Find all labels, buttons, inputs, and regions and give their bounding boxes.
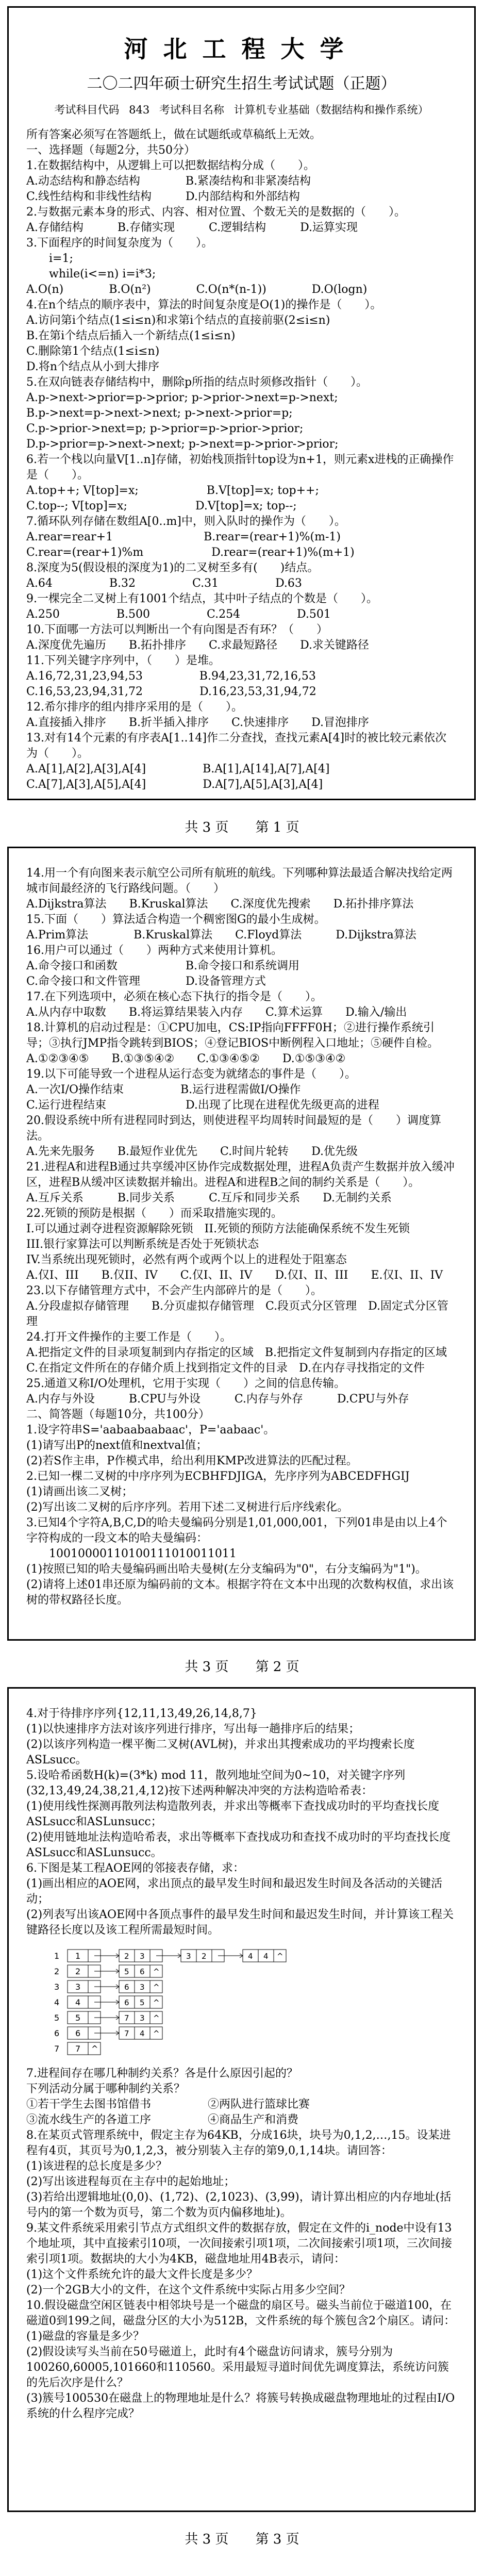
exam-text-line: A.把指定文件的目录项复制到内存指定的区域 B.把指定文件复制到内存指定的区域: [26, 1346, 447, 1359]
exam-text-line: (2)假设读写头当前在50号磁道上，此时有4个磁盘访问请求，簇号分别为100260,60005,101660和110560。采用最短寻道时间优先调度算法，系统访问簇的先后次序是什么？: [26, 2346, 449, 2389]
aoe-vertex-label: 2: [75, 1967, 81, 1976]
exam-text-line: 15.下面（ ）算法适合构造一个稠密图G的最小生成树。: [26, 913, 326, 926]
aoe-edge-target: 5: [124, 1967, 129, 1976]
exam-text-line: (1)这个文件系统允许的最大文件长度是多少？: [26, 2268, 258, 2281]
exam-text-line: 12.希尔排序的组内排序采用的是（ ）。: [26, 701, 243, 714]
exam-text-line: (1)磁盘的容量是多少？: [26, 2330, 145, 2343]
svg-text:^: ^: [153, 1998, 160, 2007]
exam-text-line: (2)列表写出该AOE网中各顶点事件的最早发生时间和最迟发生时间，并计算该工程关键路径长度以及该工程所需最短时间。: [26, 1908, 454, 1937]
aoe-edge-weight: 5: [140, 1998, 145, 2007]
exam-text-line: A.rear=rear+1 B.rear=(rear+1)%(m-1): [26, 531, 341, 543]
exam-text-line: 14.用一个有向图来表示航空公司所有航班的航线。下列哪种算法最适合解决找给定两城市间最经济的飞行路线问题。（ ）: [26, 867, 453, 895]
exam-text-line: 20.假设系统中所有进程同时到达，则使进程平均周转时间最短的是（ ）调度算法。: [26, 1114, 441, 1143]
svg-text:^: ^: [153, 1967, 160, 1976]
aoe-edge-target: 3: [186, 1952, 191, 1961]
exam-text-line: (2)一个2GB大小的文件，在这个文件系统中实际占用多少空间？: [26, 2284, 351, 2297]
aoe-edge-target: 6: [124, 1983, 129, 1992]
exam-text-line: 11.下列关键字序列中，（ ）是堆。: [26, 654, 220, 667]
exam-text-line: A.250 B.500 C.254 D.501: [26, 608, 331, 621]
aoe-edge-weight: 4: [263, 1952, 269, 1961]
exam-text-line: 25.通道又称I/O处理机，它用于实现（ ）之间的信息传输。: [26, 1377, 346, 1390]
exam-text-line: C.top--; V[top]=x; D.V[top]=x; top--;: [26, 500, 297, 513]
aoe-edge-node: [243, 1950, 286, 1962]
aoe-edge-target: 2: [124, 1952, 129, 1961]
exam-text-line: (2)请将上述01串还原为编码前的文本。根据字符在文本中出现的次数构权值，求出该树的带权路径长度。: [26, 1578, 454, 1607]
exam-text-line: 10010000110100111010011011: [26, 1547, 237, 1560]
exam-title: 二〇二四年硕士研究生招生考试试题（正题）: [87, 75, 396, 93]
exam-text-line: 13.对有14个元素的有序表A[1..14]作二分查找，查找元素A[4]时的被比较元素依次为（ ）。: [26, 732, 447, 760]
exam-text-line: 6.下图是某工程AOE网的邻接表存储，求：: [26, 1862, 244, 1875]
exam-text-line: 一、选择题（每题2分，共50分）: [26, 144, 195, 157]
exam-text-line: 8.在某页式管理系统中，假定主存为64KB，分成16块，块号为0,1,2,…,15。设某进程有4页，其页号为0,1,2,3，被分别装入主存的第9,0,1,14块。请回答：: [26, 2129, 451, 2157]
aoe-vertex-index: 4: [54, 1997, 60, 2007]
aoe-vertex-index: 7: [54, 2044, 60, 2054]
aoe-edge-target: 4: [248, 1952, 253, 1961]
aoe-edge-node: [119, 2011, 162, 2024]
exam-text-line: 7.循环队列存储在数组A[0..m]中，则入队时的操作为（ ）。: [26, 515, 346, 528]
exam-text-line: 18.计算机的启动过程是：①CPU加电，CS:IP指向FFFF0H；②进行操作系统引导；③执行JMP指令跳转到BIOS；④登记BIOS中断例程入口地址；⑤硬件自检。: [26, 1021, 439, 1050]
exam-text-line: (1)画出相应的AOE网，求出顶点的最早发生时间和最迟发生时间及各活动的关键活动；: [26, 1877, 443, 1906]
exam-text-line: ①若干学生去图书馆借书 ②两队进行篮球比赛: [26, 2098, 310, 2111]
aoe-edge-weight: 3: [140, 2013, 145, 2023]
exam-text-line: B.p->next=p->next->next; p->next->prior=p;: [26, 407, 293, 420]
svg-text:^: ^: [153, 2013, 160, 2023]
exam-text-line: 7.进程间存在哪几种制约关系？各是什么原因引起的？: [26, 2067, 298, 2080]
exam-meta: [26, 102, 457, 117]
aoe-vertex-index: 1: [54, 1951, 60, 1961]
aoe-edge-weight: 6: [140, 1967, 145, 1976]
aoe-edge-weight: 3: [140, 1952, 145, 1961]
exam-text-line: (1)请写出P的next值和nextval值；: [26, 1439, 208, 1452]
exam-text-line: 17.在下列选项中，必须在核心态下执行的指令是（ ）。: [26, 990, 322, 1003]
page-footer-3: 共 3 页 第 3 页: [185, 2532, 299, 2547]
exam-page-1: [7, 6, 476, 800]
exam-text-line: (2)写出该二叉树的后序序列。若用下述二叉树进行后序线索化。: [26, 1501, 349, 1514]
exam-text-line: A.A[1],A[2],A[3],A[4] B.A[1],A[14],A[7],A[4]: [26, 763, 330, 775]
exam-text-line: (2)以该序列构造一棵平衡二叉树(AVL树)，并求出其搜索成功的平均搜索长度ASLsucc。: [26, 1738, 415, 1766]
aoe-vertex-row: [54, 1965, 162, 1977]
aoe-edge-node: [119, 1950, 162, 1962]
page-3-body-top: [26, 1706, 457, 1938]
aoe-vertex-row: [54, 1996, 162, 2008]
exam-text-line: I.可以通过剥夺进程资源解除死锁 II.死锁的预防方法能确保系统不发生死锁: [26, 1223, 410, 1235]
exam-text-line: 23.以下存储管理方式中，不会产生内部碎片的是（ ）。: [26, 1284, 322, 1297]
page-1-body: [26, 127, 457, 792]
aoe-edge-node: [181, 1950, 224, 1962]
exam-text-line: 5.设哈希函数H(k)=(3*k) mod 11，散列地址空间为0~10，对关键字序列(32,13,49,24,38,21,4,12)按下述两种解决冲突的方法构造哈希表：: [26, 1769, 406, 1797]
exam-text-line: 24.打开文件操作的主要工作是（ ）。: [26, 1331, 231, 1344]
exam-text-line: C.p->prior->next=p; p->prior=p->prior->prior;: [26, 422, 304, 435]
svg-text:^: ^: [153, 1983, 160, 1992]
exam-text-line: A.一次I/O操作结束 B.运行进程需做I/O操作: [26, 1083, 301, 1096]
exam-text-line: while(i<=n) i=i*3;: [26, 268, 156, 280]
aoe-edge-weight: 2: [202, 1952, 207, 1961]
exam-text-line: 22.死锁的预防是根据（ ）而采取措施实现的。: [26, 1207, 282, 1220]
exam-text-line: III.银行家算法可以判断系统是否处于死锁状态: [26, 1238, 259, 1251]
exam-text-line: 4.对于待排序序列{12,11,13,49,26,14,8,7}: [26, 1707, 257, 1720]
exam-text-line: (1)该进程的总长度是多少？: [26, 2160, 168, 2173]
exam-text-line: B.在第i个结点后插入一个新结点(1≤i≤n): [26, 329, 236, 342]
exam-text-line: (3)簇号100530在磁盘上的物理地址是什么？将簇号转换成磁盘物理地址的过程由I/O系统的什么程序完成？: [26, 2392, 455, 2420]
exam-text-line: (1)按照已知的哈夫曼编码画出哈夫曼树(左分支编码为"0"，右分支编码为"1")。: [26, 1563, 427, 1576]
aoe-vertex-index: 6: [54, 2028, 60, 2038]
svg-text:^: ^: [153, 2029, 160, 2038]
page-footer-2: 共 3 页 第 2 页: [185, 1659, 299, 1675]
exam-text-line: 5.在双向链表存储结构中，删除p所指的结点时须修改指针（ ）。: [26, 376, 368, 389]
aoe-vertex-label: 6: [75, 2028, 81, 2038]
aoe-edge-weight: 4: [140, 2029, 145, 2038]
exam-text-line: 8.深度为5(假设根的深度为1)的二叉树至多有( )结点。: [26, 562, 319, 574]
exam-text-line: A.仅I、III B.仅II、IV C.仅I、II、IV D.仅I、II、III E.仅I、II、IV: [26, 1269, 443, 1282]
exam-text-line: A.访问第i个结点(1≤i≤n)和求第i个结点的直接前驱(2≤i≤n): [26, 314, 330, 327]
exam-text-line: C.命令接口和文件管理 D.设备管理方式: [26, 975, 266, 988]
exam-text-line: 1.设字符串S='aabaabaabaac'，P='aabaac'。: [26, 1424, 275, 1436]
exam-text-line: C.运行进程结束 D.出现了比现在进程优先级更高的进程: [26, 1099, 379, 1112]
exam-text-line: (2)若S作主串，P作模式串，给出利用KMP改进算法的匹配过程。: [26, 1455, 358, 1467]
exam-text-line: A.内存与外设 B.CPU与外设 C.内存与外存 D.CPU与外存: [26, 1393, 409, 1406]
exam-text-line: A.O(n) B.O(n²) C.O(n*(n-1)) D.O(logn): [26, 283, 368, 296]
exam-text-line: 19.以下可能导致一个进程从运行态变为就绪态的事件是（ ）。: [26, 1068, 356, 1081]
aoe-vertex-row: [54, 1980, 162, 1993]
exam-text-line: A.p->next->prior=p->prior; p->prior->next=p->next;: [26, 391, 338, 404]
aoe-vertex-label: 3: [75, 1982, 81, 1992]
svg-text:^: ^: [91, 2044, 98, 2054]
exam-text-line: D.将n个结点从小到大排序: [26, 360, 160, 373]
aoe-vertex-row: [54, 2042, 101, 2055]
exam-text-line: C.rear=(rear+1)%m D.rear=(rear+1)%(m+1): [26, 546, 355, 559]
exam-text-line: A.分段虚拟存储管理 B.分页虚拟存储管理 C.段页式分区管理 D.固定式分区管理: [26, 1300, 448, 1328]
aoe-vertex-label: 1: [75, 1951, 81, 1961]
exam-text-line: A.Dijkstra算法 B.Kruskal算法 C.深度优先搜索 D.拓扑排序算法: [26, 898, 414, 911]
exam-text-line: (1)使用线性探测再散列法构造散列表，并求出等概率下查找成功时的平均查找长度ASLsucc和ASLunsucc；: [26, 1800, 440, 1828]
page-footer-1: 共 3 页 第 1 页: [185, 820, 299, 835]
aoe-edge-target: 7: [124, 2013, 129, 2023]
subject-name: 计算机专业基础（数据结构和操作系统）: [233, 104, 429, 116]
exam-text-line: C.16,53,23,94,31,72 D.16,23,53,31,94,72: [26, 685, 316, 698]
aoe-edge-target: 6: [124, 1998, 129, 2007]
exam-text-line: 9.某文件系统采用索引节点方式组织文件的数据存放，假定在文件的i_node中设有13个地址项，其中直接索引10项，一次间接索引项1项，二次间接索引项1项，三次间接索引项1项。数据块的大小为4KB，磁盘地址用4B表示，请问：: [26, 2222, 452, 2266]
aoe-edge-weight: 3: [140, 1983, 145, 1992]
exam-text-line: A.动态结构和静态结构 B.紧凑结构和非紧凑结构: [26, 175, 311, 188]
exam-text-line: (3)若给出逻辑地址(0,0)、(1,72)、(2,1023)、(3,99)，请计算出相应的内存地址(括号内的第一个数为页号，第二个数为页内偏移地址)。: [26, 2191, 452, 2219]
svg-text:^: ^: [277, 1952, 283, 1961]
aoe-edge-node: [119, 1965, 162, 1977]
exam-text-line: A.Prim算法 B.Kruskal算法 C.Floyd算法 D.Dijkstra算法: [26, 929, 416, 942]
exam-text-line: A.16,72,31,23,94,53 B.94,23,31,72,16,53: [26, 670, 316, 683]
aoe-vertex-label: 5: [75, 2013, 81, 2023]
exam-text-line: 2.与数据元素本身的形式、内容、相对位置、个数无关的是数据的（ ）。: [26, 206, 406, 219]
exam-text-line: A.深度优先遍历 B.拓扑排序 C.求最短路径 D.求关键路径: [26, 639, 369, 652]
aoe-vertex-index: 2: [54, 1967, 60, 1976]
aoe-vertex-label: 4: [75, 1997, 81, 2007]
exam-text-line: IV.当系统出现死锁时，必然有两个或两个以上的进程处于阻塞态: [26, 1253, 347, 1266]
aoe-vertex-label: 7: [75, 2044, 81, 2054]
exam-text-line: A.从内存中取数 B.将运算结果装入内存 C.算术运算 D.输入/输出: [26, 1006, 407, 1019]
exam-page-3: [7, 1687, 476, 2512]
page-3-body-bottom: [26, 2066, 457, 2422]
aoe-edge-target: 7: [124, 2029, 129, 2038]
exam-text-line: 4.在n个结点的顺序表中，算法的时间复杂度是O(1)的操作是（ ）。: [26, 299, 382, 311]
aoe-vertex-index: 5: [54, 2013, 60, 2023]
aoe-edge-node: [119, 2027, 162, 2039]
exam-text-line: A.①②③④⑤ B.①③⑤④② C.①③④⑤② D.①⑤③④②: [26, 1052, 346, 1065]
subject-code: 843: [129, 104, 150, 116]
code-label: 考试科目代码: [54, 104, 120, 116]
exam-text-line: i=1;: [26, 252, 73, 265]
exam-text-line: A.top++; V[top]=x; B.V[top]=x; top++;: [26, 484, 319, 497]
exam-text-line: A.直接插入排序 B.折半插入排序 C.快速排序 D.冒泡排序: [26, 716, 369, 729]
exam-text-line: A.64 B.32 C.31 D.63: [26, 577, 302, 590]
subject-label: 考试科目名称: [159, 104, 224, 116]
aoe-vertex-row: [54, 2027, 162, 2039]
exam-text-line: 10.假设磁盘空闲区链表中相邻块号是一个磁盘的扇区号。磁头当前位于磁道100，在磁道0到199之间，磁盘分区的大小为512B，文件系统的每个簇包含2个扇区。请问：: [26, 2299, 456, 2327]
exam-text-line: C.在指定文件所在的存储介质上找到指定文件的目录 D.在内存寻找指定的文件: [26, 1362, 425, 1375]
exam-text-line: 3.已知4个字符A,B,C,D的哈夫曼编码分别是1,01,000,001，下列01串是由以上4个字符构成的一段文本的哈夫曼编码：: [26, 1516, 447, 1545]
page-2-body: [26, 866, 457, 1608]
exam-text-line: 16.用户可以通过（ ）两种方式来使用计算机。: [26, 944, 282, 957]
exam-text-line: (1)以快速排序方法对该序列进行排序，写出每一趟排序后的结果；: [26, 1723, 360, 1736]
exam-text-line: 1.在数据结构中，从逻辑上可以把数据结构分成（ ）。: [26, 159, 315, 172]
exam-text-line: ③流水线生产的各道工序 ④商品生产和消费: [26, 2113, 299, 2126]
exam-text-line: C.线性结构和非线性结构 D.内部结构和外部结构: [26, 190, 300, 203]
exam-text-line: (1)请画出该二叉树；: [26, 1485, 133, 1498]
exam-text-line: (2)使用链地址法构造哈希表，求出等概率下查找成功和查找不成功时的平均查找长度ASLsucc和ASLunsucc。: [26, 1831, 451, 1859]
exam-text-line: 下列活动分属于哪种制约关系？: [26, 2083, 186, 2095]
exam-text-line: A.存储结构 B.存储实现 C.逻辑结构 D.运算实现: [26, 221, 358, 234]
aoe-vertex-row: [54, 1950, 286, 1962]
exam-text-line: C.A[7],A[3],A[5],A[4] D.A[7],A[5],A[3],A[4]: [26, 778, 323, 791]
aoe-adjacency-list-diagram: [47, 1945, 439, 2059]
exam-text-line: 所有答案必须写在答题纸上，做在试题纸或草稿纸上无效。: [26, 128, 322, 141]
exam-text-line: A.先来先服务 B.最短作业优先 C.时间片轮转 D.优先级: [26, 1145, 358, 1158]
aoe-edge-node: [119, 1980, 162, 1993]
exam-text-line: 二、简答题（每题10分，共100分）: [26, 1408, 210, 1421]
exam-text-line: 6.若一个栈以向量V[1..n]存储，初始栈顶指针top设为n+1，则元素x进栈的正确操作是（ ）。: [26, 453, 454, 482]
exam-text-line: A.命令接口和函数 B.命令接口和系统调用: [26, 960, 300, 972]
aoe-vertex-row: [54, 2011, 162, 2024]
exam-text-line: A.互斥关系 B.同步关系 C.互斥和同步关系 D.无制约关系: [26, 1192, 392, 1204]
exam-text-line: 3.下面程序的时间复杂度为（ ）。: [26, 237, 213, 250]
university-title: 河北工程大学: [124, 35, 359, 63]
aoe-vertex-index: 3: [54, 1982, 60, 1992]
exam-text-line: 9.一棵完全二叉树上有1001个结点，其中叶子结点的个数是（ ）。: [26, 592, 378, 605]
exam-text-line: C.删除第1个结点(1≤i≤n): [26, 345, 160, 358]
exam-text-line: (2)写出该进程每页在主存中的起始地址；: [26, 2175, 236, 2188]
aoe-edge-node: [119, 1996, 162, 2008]
exam-text-line: 10.下面哪一方法可以判断出一个有向图是否有环？（ ）: [26, 623, 328, 636]
exam-text-line: 21.进程A和进程B通过共享缓冲区协作完成数据处理，进程A负责产生数据并放入缓冲区，进程B从缓冲区读数据并输出。进程A和进程B之间的制约关系是（ ）。: [26, 1161, 455, 1189]
exam-text-line: D.p->prior=p->next->next; p->next=p->prior->prior;: [26, 438, 339, 451]
exam-page-2: [7, 847, 476, 1641]
exam-text-line: 2.已知一棵二叉树的中序序列为ECBHFDJIGA，先序序列为ABCEDFHGIJ: [26, 1470, 410, 1483]
